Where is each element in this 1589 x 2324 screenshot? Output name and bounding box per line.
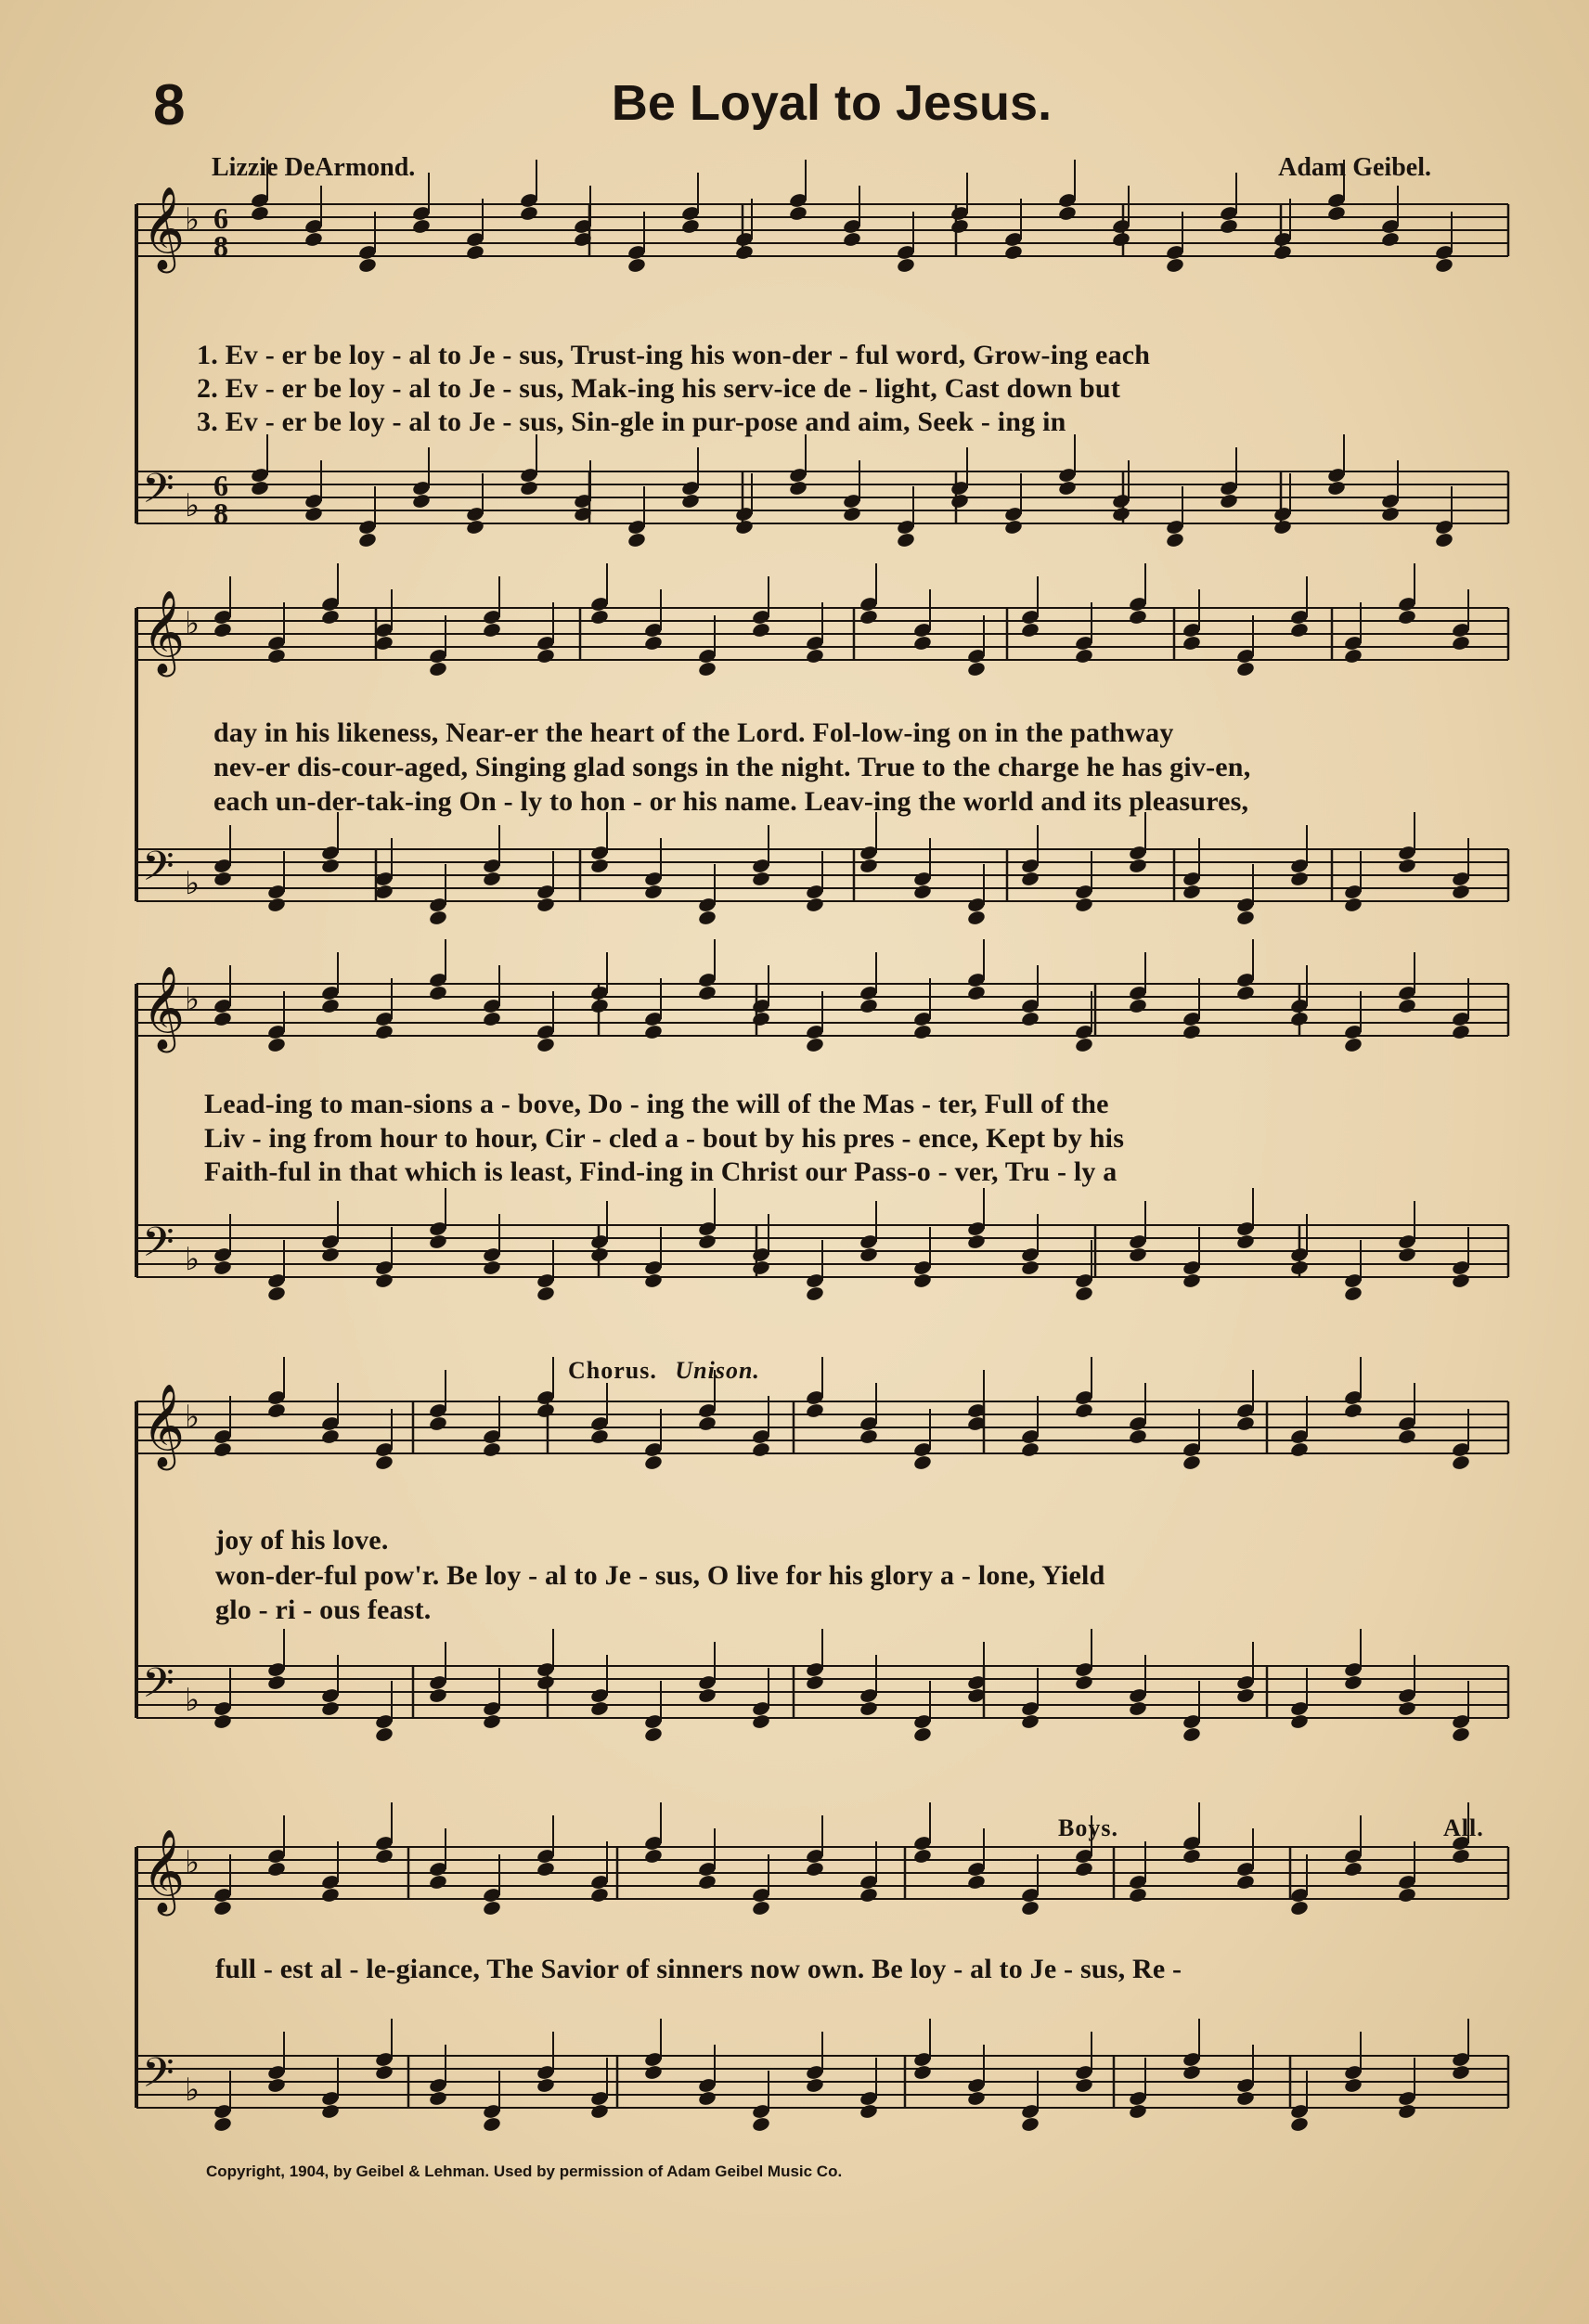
verse-line: full - est al - le-giance, The Savior of sinners now own. Be loy - al to Je - sus, Re - — [215, 1954, 1182, 1984]
notehead — [697, 1874, 717, 1891]
time-signature-bottom: 8 — [213, 229, 228, 263]
chorus-label-text: Chorus. — [568, 1357, 657, 1384]
notehead — [697, 2090, 717, 2107]
verse-1-line: day in his likeness, Near-er the heart of the Lord. Fol-low-ing on in the pathway — [213, 717, 1174, 748]
notehead — [1074, 2077, 1093, 2094]
notehead — [966, 2090, 986, 2107]
bass-clef: 𝄢 — [142, 842, 174, 900]
boys-label: Boys. — [1058, 1814, 1118, 1841]
treble-clef: 𝄞 — [142, 590, 186, 674]
flat-sign: ♭ — [185, 1399, 200, 1436]
notehead — [912, 1848, 932, 1865]
verse-3-line: Faith-ful in that which is least, Find-ing in Christ our Pass-o - ver, Tru - ly a — [204, 1156, 1117, 1187]
verse-2-line: nev-er dis-cour-aged, Singing glad songs in the night. True to the charge he has giv-en, — [213, 752, 1251, 782]
notehead — [1182, 1848, 1201, 1865]
notehead — [1289, 2116, 1309, 2133]
verse-2-line: Liv - ing from hour to hour, Cir - cled a - bout by his pres - ence, Kept by his — [204, 1123, 1125, 1154]
treble-clef: 𝄞 — [142, 187, 186, 270]
notehead — [536, 1861, 555, 1878]
verse-2-line: 2. Ev - er be loy - al to Je - sus, Mak-ing his serv-ice de - light, Cast down but — [197, 373, 1121, 404]
treble-clef: 𝄞 — [142, 966, 186, 1050]
flat-sign: ♭ — [185, 2072, 200, 2109]
notehead — [805, 1861, 824, 1878]
bass-clef: 𝄢 — [142, 464, 174, 523]
notehead — [1235, 1874, 1255, 1891]
notehead — [1235, 2090, 1255, 2107]
notehead — [320, 2103, 340, 2120]
notehead — [482, 1900, 501, 1917]
bass-clef: 𝄢 — [142, 1218, 174, 1276]
notehead — [966, 1874, 986, 1891]
flat-sign: ♭ — [185, 1682, 200, 1719]
notehead — [1343, 2077, 1363, 2094]
notehead — [1128, 2103, 1147, 2120]
flat-sign: ♭ — [185, 1844, 200, 1881]
lyricist-credit: Lizzie DeArmond. — [212, 153, 416, 182]
hymn-number: 8 — [153, 73, 186, 137]
verse-1-line: joy of his love. — [215, 1525, 389, 1556]
flat-sign: ♭ — [185, 201, 200, 239]
notehead — [428, 2090, 447, 2107]
verse-1-line: Lead-ing to man-sions a - bove, Do - ing the will of the Mas - ter, Full of the — [204, 1089, 1109, 1119]
time-signature-bottom: 8 — [213, 497, 228, 530]
treble-clef: 𝄞 — [142, 1384, 186, 1467]
notehead — [1182, 2064, 1201, 2081]
notehead — [213, 1900, 232, 1917]
verse-2-line: won-der-ful pow'r. Be loy - al to Je - sus, O live for his glory a - lone, Yield — [215, 1560, 1105, 1591]
notehead — [536, 2077, 555, 2094]
notehead — [1128, 1887, 1147, 1904]
notehead — [1343, 1861, 1363, 1878]
notehead — [1289, 1900, 1309, 1917]
notehead — [266, 1861, 286, 1878]
notehead — [643, 1848, 663, 1865]
bass-clef: 𝄢 — [142, 2048, 174, 2107]
flat-sign: ♭ — [185, 1241, 200, 1278]
notehead — [374, 1848, 394, 1865]
notehead — [1074, 1861, 1093, 1878]
notehead — [589, 1887, 609, 1904]
notehead — [1397, 2103, 1416, 2120]
flat-sign: ♭ — [185, 981, 200, 1018]
verse-1-line: 1. Ev - er be loy - al to Je - sus, Trust-ing his won-der - ful word, Grow-ing each — [197, 340, 1151, 370]
notehead — [859, 2103, 878, 2120]
composer-credit: Adam Geibel. — [1278, 153, 1431, 182]
notehead — [320, 1887, 340, 1904]
verse-3-line: glo - ri - ous feast. — [215, 1595, 432, 1625]
notehead — [266, 2077, 286, 2094]
notehead — [1451, 1848, 1470, 1865]
notehead — [589, 2103, 609, 2120]
notehead — [482, 2116, 501, 2133]
notehead — [1020, 2116, 1040, 2133]
flat-sign: ♭ — [185, 605, 200, 642]
notehead — [912, 2064, 932, 2081]
notehead — [374, 2064, 394, 2081]
notehead — [643, 2064, 663, 2081]
notehead — [1020, 1900, 1040, 1917]
unison-label: Unison. — [675, 1357, 760, 1384]
notehead — [1397, 1887, 1416, 1904]
notehead — [428, 1874, 447, 1891]
time-signature-top: 6 — [213, 469, 228, 502]
notehead — [751, 2116, 770, 2133]
all-label: All. — [1443, 1814, 1484, 1841]
time-signature-top: 6 — [213, 201, 228, 235]
verse-3-line: 3. Ev - er be loy - al to Je - sus, Sin-gle in pur-pose and aim, Seek - ing in — [197, 407, 1066, 437]
notehead — [751, 1900, 770, 1917]
copyright-footer: Copyright, 1904, by Geibel & Lehman. Used by permission of Adam Geibel Music Co. — [206, 2163, 843, 2180]
notehead — [213, 2116, 232, 2133]
flat-sign: ♭ — [185, 487, 200, 524]
hymn-title: Be Loyal to Jesus. — [611, 75, 1053, 131]
flat-sign: ♭ — [185, 865, 200, 902]
verse-3-line: each un-der-tak-ing On - ly to hon - or his name. Leav-ing the world and its pleasures, — [213, 786, 1249, 817]
treble-clef: 𝄞 — [142, 1829, 186, 1913]
notehead — [859, 1887, 878, 1904]
notehead — [805, 2077, 824, 2094]
bass-clef: 𝄢 — [142, 1659, 174, 1717]
notehead — [1451, 2064, 1470, 2081]
